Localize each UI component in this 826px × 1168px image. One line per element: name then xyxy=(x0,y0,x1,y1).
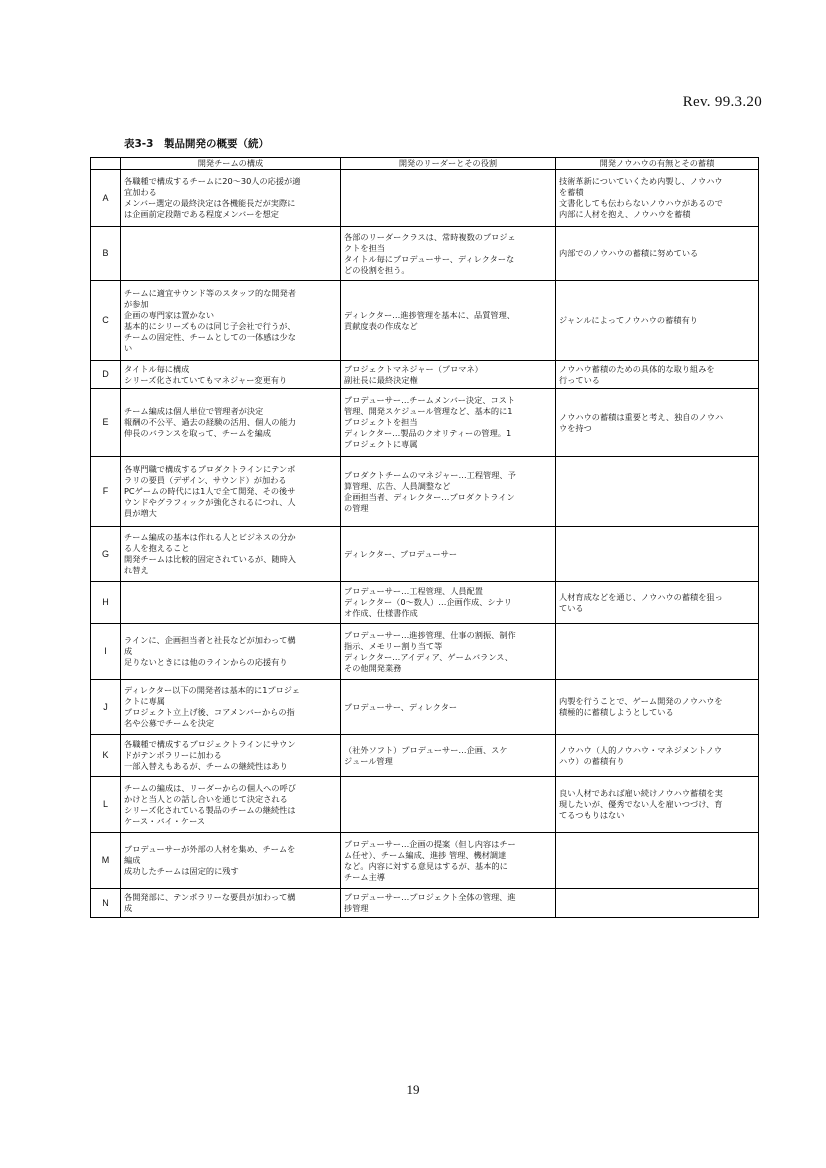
table-row xyxy=(91,361,759,389)
leader-cell: プロデューサー…企画の提案（但し内容はチー ム任せ）、チーム編成、進捗 管理、機材調達 など。内容に対する意見はするが、基本的に チーム主導 xyxy=(341,833,556,889)
row-id: C xyxy=(91,281,121,361)
knowhow-cell: ノウハウ蓄積のための具体的な取り組みを 行っている xyxy=(556,361,759,389)
team-cell: チーム編成は個人単位で管理者が決定 報酬の不公平、過去の経験の活用、個人の能力 伸長のバランスを取って、チームを編成 xyxy=(121,389,341,457)
revision-label: Rev. 99.3.20 xyxy=(682,94,762,110)
team-cell xyxy=(121,227,341,281)
row-id: M xyxy=(91,833,121,889)
leader-cell: プロジェクトマネジャー（プロマネ） 副社長に最終決定権 xyxy=(341,361,556,389)
knowhow-cell: 良い人材であれば雇い続けノウハウ蓄積を実 現したいが、優秀でない人を雇いつづけ、育 てるつもりはない xyxy=(556,777,759,833)
knowhow-cell xyxy=(556,833,759,889)
product-development-table xyxy=(90,157,759,918)
row-id: E xyxy=(91,389,121,457)
team-cell: プロデューサーが外部の人材を集め、チームを 編成 成功したチームは固定的に残す xyxy=(121,833,341,889)
row-id: G xyxy=(91,527,121,582)
leader-cell: プロデューサー…進捗管理、仕事の割振、制作 指示、メモリー割り当て等 ディレクター…アイディア、ゲームバランス、 その他開発業務 xyxy=(341,624,556,680)
leader-cell: ディレクター、プロデューサー xyxy=(341,527,556,582)
header-knowhow: 開発ノウハウの有無とその蓄積 xyxy=(556,158,759,170)
knowhow-cell xyxy=(556,624,759,680)
knowhow-cell xyxy=(556,889,759,918)
row-id: L xyxy=(91,777,121,833)
row-id: J xyxy=(91,680,121,735)
table-body xyxy=(91,170,759,918)
leader-cell: プロデューサー…チームメンバー決定、コスト 管理、開発スケジュール管理など、基本的に1 プロジェクトを担当 ディレクター…製品のクオリティーの管理。1 プロジェクトに専属 xyxy=(341,389,556,457)
table-row xyxy=(91,680,759,735)
table-header xyxy=(91,158,759,170)
knowhow-cell: 技術革新についていくため内製し、ノウハウ を蓄積 文書化しても伝わらないノウハウがあるので 内部に人材を抱え、ノウハウを蓄積 xyxy=(556,170,759,227)
table-row xyxy=(91,527,759,582)
knowhow-cell xyxy=(556,527,759,582)
knowhow-cell: ジャンルによってノウハウの蓄積有り xyxy=(556,281,759,361)
page-number: 19 xyxy=(406,1082,420,1097)
leader-cell: プロデューサー…プロジェクト全体の管理、進 捗管理 xyxy=(341,889,556,918)
row-id: K xyxy=(91,735,121,777)
leader-cell: （社外ソフト）プロデューサー…企画、スケ ジュール管理 xyxy=(341,735,556,777)
header-team-structure: 開発チームの構成 xyxy=(121,158,341,170)
table-row xyxy=(91,624,759,680)
knowhow-cell: 人材育成などを通じ、ノウハウの蓄積を狙っ ている xyxy=(556,582,759,624)
knowhow-cell: ノウハウ（人的ノウハウ・マネジメントノウ ハウ）の蓄積有り xyxy=(556,735,759,777)
leader-cell xyxy=(341,777,556,833)
table-row xyxy=(91,735,759,777)
team-cell: 各職種で構成するチームに20～30人の応援が適 宜加わる メンバー選定の最終決定は各機能長だが実際に は企画前定段階である程度メンバーを想定 xyxy=(121,170,341,227)
leader-cell xyxy=(341,170,556,227)
team-cell: 各職種で構成するプロジェクトラインにサウン ドがテンポラリーに加わる 一部入替えもあるが、チームの継続性はあり xyxy=(121,735,341,777)
team-cell xyxy=(121,582,341,624)
table-row xyxy=(91,227,759,281)
header-leader-role: 開発のリーダーとその役割 xyxy=(341,158,556,170)
row-id: D xyxy=(91,361,121,389)
table-row xyxy=(91,833,759,889)
header-row xyxy=(91,158,759,170)
team-cell: 各開発部に、テンポラリーな要員が加わって構 成 xyxy=(121,889,341,918)
table-row xyxy=(91,281,759,361)
team-cell: チームの編成は、リーダーからの個人への呼び かけと当人との話し合いを通じて決定される シリーズ化されている製品のチームの継続性は ケース・バイ・ケース xyxy=(121,777,341,833)
leader-cell: ディレクター…進捗管理を基本に、品質管理、 貢献度表の作成など xyxy=(341,281,556,361)
table-row xyxy=(91,889,759,918)
leader-cell: 各部のリーダークラスは、常時複数のプロジェ クトを担当 タイトル毎にプロデューサー、ディレクターな どの役割を担う。 xyxy=(341,227,556,281)
knowhow-cell: 内製を行うことで、ゲーム開発のノウハウを 積極的に蓄積しようとしている xyxy=(556,680,759,735)
knowhow-cell: ノウハウの蓄積は重要と考え、独自のノウハ ウを持つ xyxy=(556,389,759,457)
team-cell: 各専門職で構成するプロダクトラインにテンポ ラリの要員（デザイン、サウンド）が加わる PCゲームの時代には1人で全て開発、その後サ ウンドやグラフィックが強化されるにつれ、人 員が増大 xyxy=(121,457,341,527)
row-id: A xyxy=(91,170,121,227)
team-cell: ラインに、企画担当者と社長などが加わって構 成 足りないときには他のラインからの応援有り xyxy=(121,624,341,680)
table-row xyxy=(91,170,759,227)
row-id: F xyxy=(91,457,121,527)
knowhow-cell xyxy=(556,457,759,527)
row-id: N xyxy=(91,889,121,918)
table-row xyxy=(91,777,759,833)
leader-cell: プロダクトチームのマネジャー…工程管理、予 算管理、広告、人員調整など 企画担当者、ディレクター…プロダクトライン の管理 xyxy=(341,457,556,527)
row-id: B xyxy=(91,227,121,281)
header-id xyxy=(91,158,121,170)
row-id: H xyxy=(91,582,121,624)
team-cell: チーム編成の基本は作れる人とビジネスの分か る人を抱えること 開発チームは比較的固定されているが、随時入 れ替え xyxy=(121,527,341,582)
team-cell: ディレクター以下の開発者は基本的に1プロジェ クトに専属 プロジェクト立上げ後、コアメンバーからの指 名や公募でチームを決定 xyxy=(121,680,341,735)
table-row xyxy=(91,582,759,624)
knowhow-cell: 内部でのノウハウの蓄積に努めている xyxy=(556,227,759,281)
table-row xyxy=(91,389,759,457)
team-cell: タイトル毎に構成 シリーズ化されていてもマネジャー変更有り xyxy=(121,361,341,389)
leader-cell: プロデューサー、ディレクター xyxy=(341,680,556,735)
leader-cell: プロデューサー…工程管理、人員配置 ディレクター（0～数人）…企画作成、シナリ オ作成、仕様書作成 xyxy=(341,582,556,624)
table-caption: 表3-3 製品開発の概要（続） xyxy=(124,138,269,150)
team-cell: チームに適宜サウンド等のスタッフ的な開発者 が参加 企画の専門家は置かない 基本的にシリーズものは同じ子会社で行うが、 チームの固定性、チームとしての一体感は少な い xyxy=(121,281,341,361)
row-id: I xyxy=(91,624,121,680)
table-row xyxy=(91,457,759,527)
